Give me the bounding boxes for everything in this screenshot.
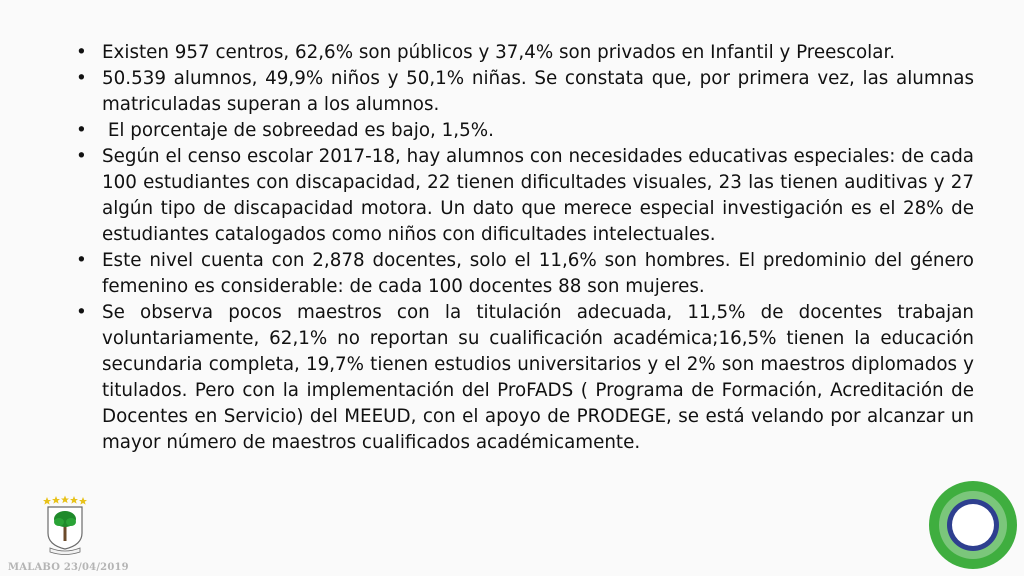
bullet-dot: • bbox=[76, 146, 87, 167]
coat-of-arms-icon bbox=[40, 495, 90, 555]
bullet-text: Existen 957 centros, 62,6% son públicos y 37,4% son privados en Infantil y Preescolar. bbox=[102, 42, 896, 63]
bullet-item bbox=[76, 118, 974, 144]
bullet-text: El porcentaje de sobreedad es bajo, 1,5%. bbox=[102, 120, 494, 141]
bullet-text: Este nivel cuenta con 2,878 docentes, solo el 11,6% son hombres. El predominio del género femenino es considerable: de cada 100 docentes 88 son mujeres. bbox=[102, 250, 974, 297]
footer-date: MALABO 23/04/2019 bbox=[8, 562, 129, 573]
bullet-item bbox=[76, 300, 974, 456]
bullet-dot: • bbox=[76, 42, 87, 63]
bullet-dot: • bbox=[76, 302, 87, 323]
bullet-dot: • bbox=[76, 68, 87, 89]
bullet-dot: • bbox=[76, 250, 87, 271]
bullet-item bbox=[76, 40, 974, 66]
bullet-item bbox=[76, 66, 974, 118]
bullet-item bbox=[76, 248, 974, 300]
bullet-item bbox=[76, 144, 974, 248]
bullet-dot: • bbox=[76, 120, 87, 141]
bullet-text: Se observa pocos maestros con la titulación adecuada, 11,5% de docentes trabajan voluntariamente, 62,1% no reportan su cualificación académica;16,5% tienen la educación secundaria completa, 19,7% tienen estudios universitarios y el 2% son maestros diplomados y titulados. Pero con la implementación del ProFADS ( Programa de Formación, Acreditación de Docentes en Servicio) del MEEUD, con el apoyo de PRODEGE, se está velando por alcanzar un mayor número de maestros cualificados académicamente. bbox=[102, 302, 974, 453]
bullet-list bbox=[76, 40, 974, 456]
bullet-text: 50.539 alumnos, 49,9% niños y 50,1% niñas. Se constata que, por primera vez, las alumnas matriculadas superan a los alumnos. bbox=[102, 68, 974, 115]
bullet-text: Según el censo escolar 2017-18, hay alumnos con necesidades educativas especiales: de cada 100 estudiantes con discapacidad, 22 tienen dificultades visuales, 23 las tienen auditivas y 27 algún tipo de discapacidad motora. Un dato que merece especial investigación es el 28% de estudiantes catalogados como niños con dificultades intelectuales. bbox=[102, 146, 974, 245]
green-ring-logo-icon bbox=[925, 477, 1021, 573]
